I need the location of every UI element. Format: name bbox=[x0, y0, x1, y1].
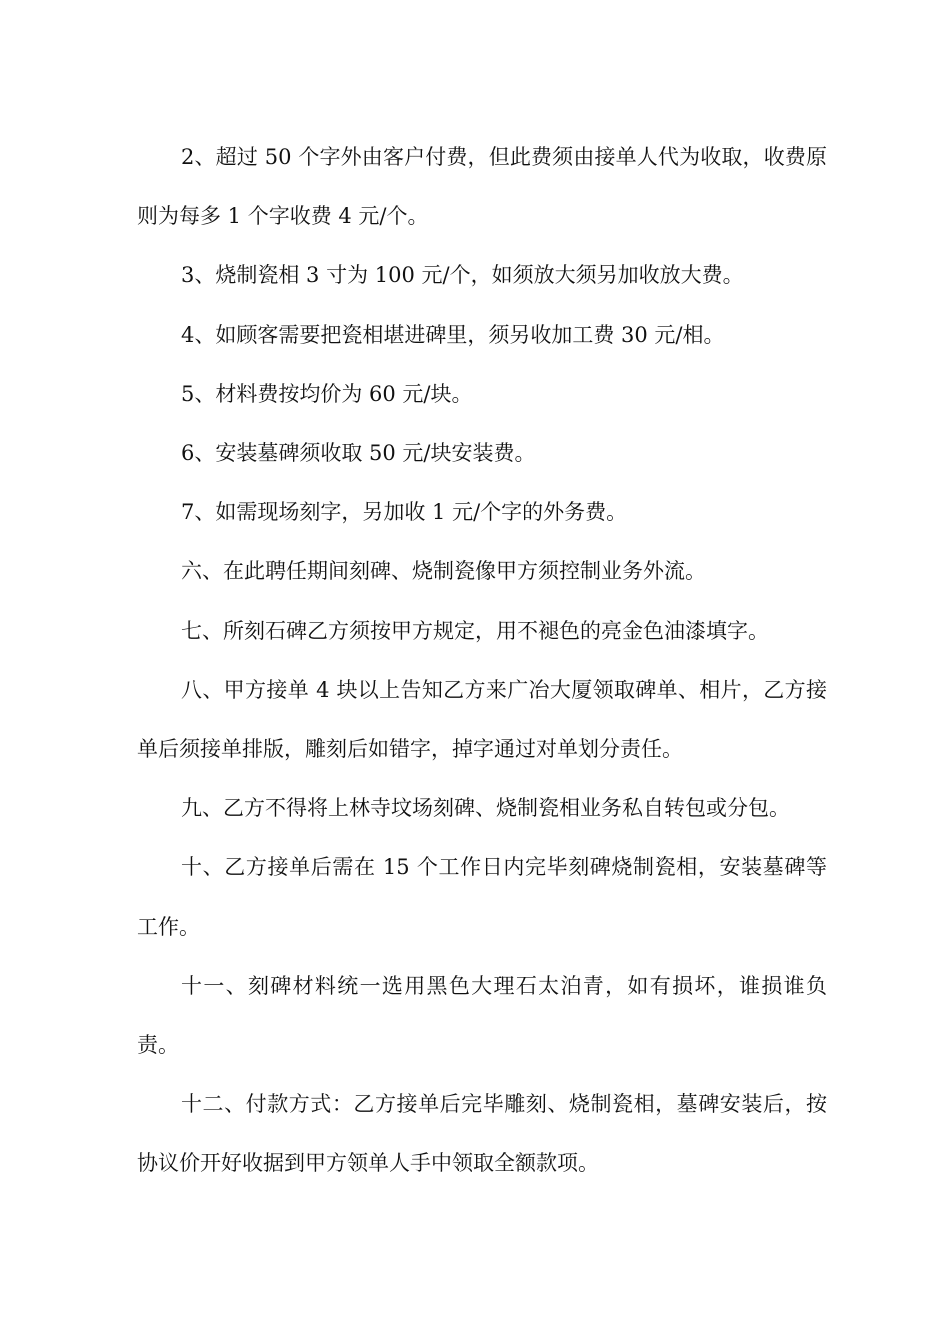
document-body bbox=[137, 128, 827, 1194]
clause-7: 七、所刻石碑乙方须按甲方规定，用不褪色的亮金色油漆填字。 bbox=[181, 618, 769, 643]
paragraph-2: 2、超过 50 个字外由客户付费，但此费须由接单人代为收取，收费原则为每多 1 个字收费 4 元/个。 bbox=[137, 145, 827, 229]
paragraph-4: 4、如顾客需要把瓷相堪进碑里，须另收加工费 30 元/相。 bbox=[181, 322, 725, 347]
paragraph-5: 5、材料费按均价为 60 元/块。 bbox=[181, 381, 473, 406]
clause-8: 八、甲方接单 4 块以上告知乙方来广冶大厦领取碑单、相片，乙方接单后须接单排版，雕刻后如错字，掉字通过对单划分责任。 bbox=[137, 677, 827, 762]
paragraph-7: 7、如需现场刻字，另加收 1 元/个字的外务费。 bbox=[181, 500, 628, 525]
paragraph-3: 3、烧制瓷相 3 寸为 100 元/个，如须放大须另加收放大费。 bbox=[181, 263, 744, 288]
clause-12: 十二、付款方式：乙方接单后完毕雕刻、烧制瓷相，墓碑安装后，按协议价开好收据到甲方领单人手中领取全额款项。 bbox=[137, 1092, 827, 1176]
clause-9: 九、乙方不得将上林寺坟场刻碑、烧制瓷相业务私自转包或分包。 bbox=[181, 796, 790, 821]
clause-11: 十一、刻碑材料统一选用黑色大理石太泊青，如有损坏，谁损谁负责。 bbox=[137, 973, 827, 1058]
paragraph-6: 6、安装墓碑须收取 50 元/块安装费。 bbox=[181, 441, 536, 466]
clause-6: 六、在此聘任期间刻碑、烧制瓷像甲方须控制业务外流。 bbox=[181, 559, 706, 584]
clause-10: 十、乙方接单后需在 15 个工作日内完毕刻碑烧制瓷相，安装墓碑等工作。 bbox=[137, 855, 827, 939]
